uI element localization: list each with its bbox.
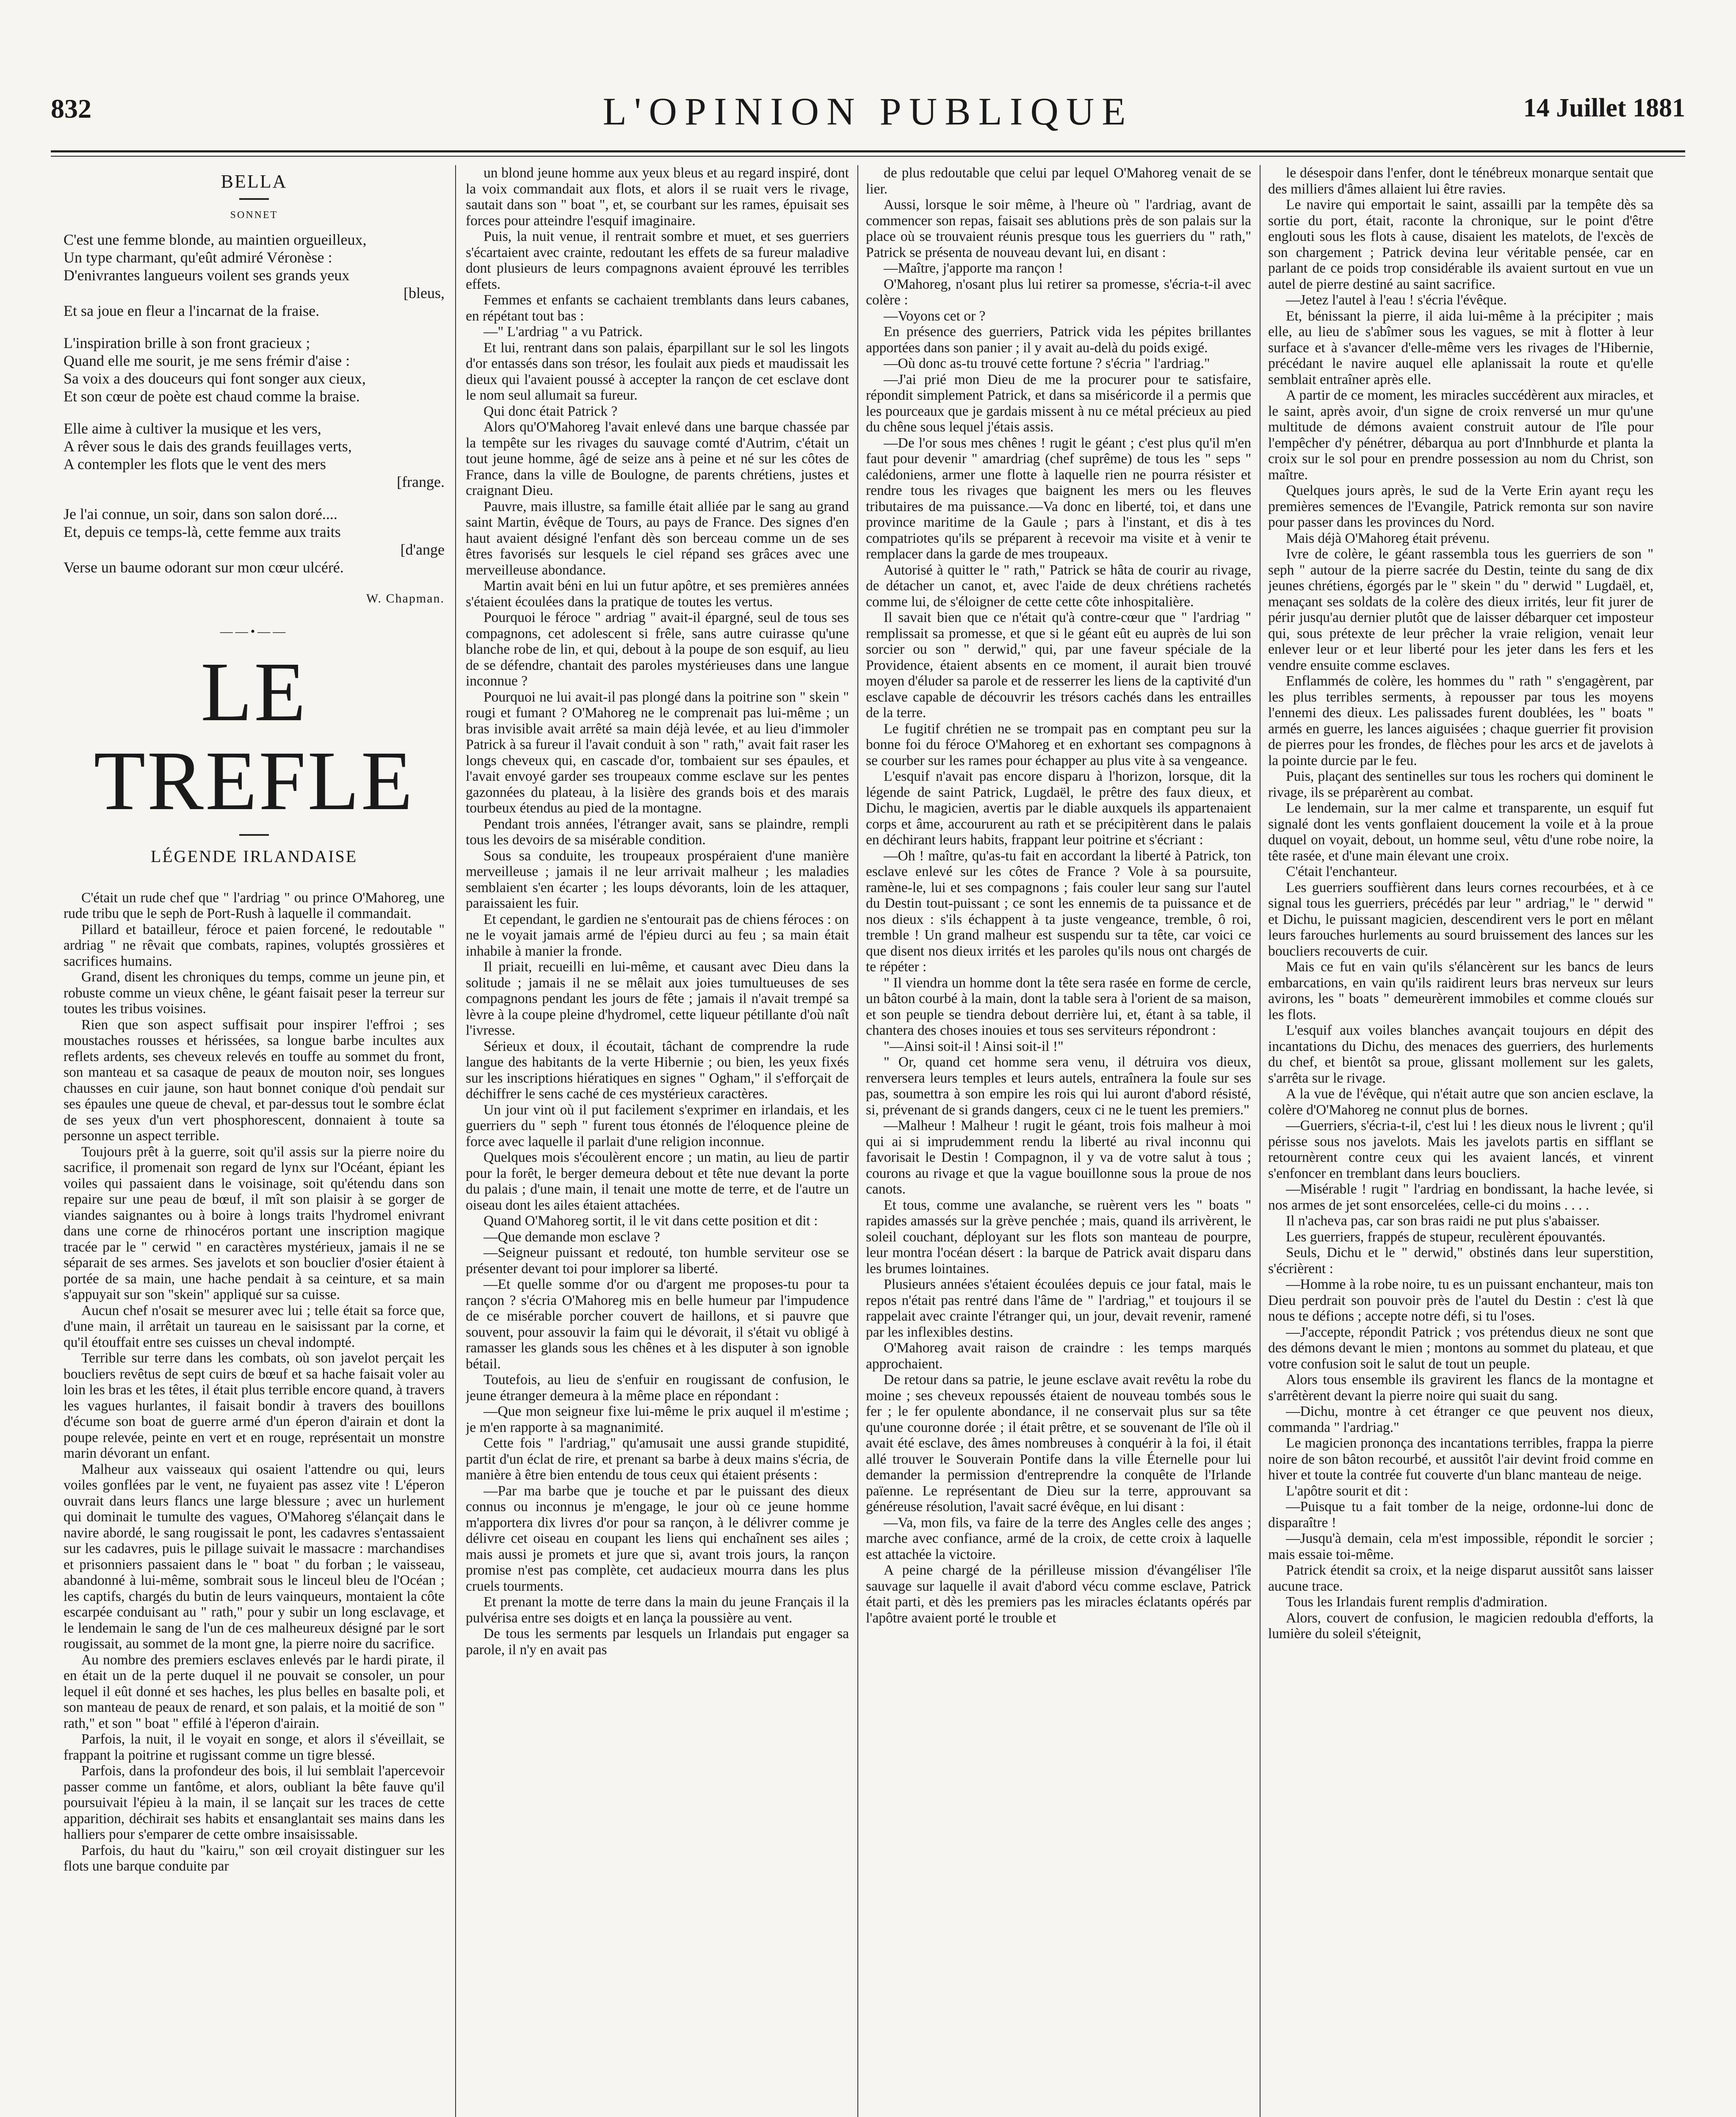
paragraph: Pauvre, mais illustre, sa famille était alliée par le sang au grand saint Martin, évêque de Tours, au pays de France. Des signes d'en haut avaient désigné l'enfant dès son berceau comme un de ses êtres favorisés sur lesquels le ciel répand ses grâces avec une merveilleuse abondance. (466, 498, 849, 578)
paragraph: Puis, plaçant des sentinelles sur tous les rochers qui dominent le rivage, ils se préparèrent au combat. (1268, 768, 1653, 800)
paragraph: Mais ce fut en vain qu'ils s'élancèrent sur les bancs de leurs embarcations, en vain qu'ils raidirent leurs bras nerveux sur leurs avirons, les " boats " demeurèrent immobiles et comme cloués sur les flots. (1268, 959, 1653, 1023)
article-title: LE TREFLE (94, 645, 415, 828)
paragraph: —Que mon seigneur fixe lui-même le prix auquel il m'estime ; je m'en rapporte à sa magnanimité. (466, 1404, 849, 1435)
paragraph: —Que demande mon esclave ? (484, 1229, 660, 1245)
paragraph: —J'ai prié mon Dieu de me la procurer pour te satisfaire, répondit simplement Patrick, et dans sa miséricorde il a permis que les pourceaux que je gardais missent à nu ce métal précieux au pied du chêne sous lequel j'étais assis. (866, 371, 1251, 435)
paragraph: Toujours prêt à la guerre, soit qu'il assis sur la pierre noire du sacrifice, il promenait son regard de lynx sur l'Océant, épiant les voiles qui passaient dans le voisinage, soit qu'étendu dans son repaire sur une peau de bœuf, il mît son plaisir à se gorger de viandes saignantes ou à boire à longs traits l'hydromel enivrant dans une corne de rhinocéros portant une inscription magique tracée par le " cerwid " en caractères mystérieux, jamais il ne se séparait de ses armes. Ses javelots et son bouclier d'osier étaient à portée de sa main, une hache pendait à sa ceinture, et sa main s'appuyait sur son "skein" appliqué sur sa cuisse. (64, 1144, 445, 1302)
paragraph: L'apôtre sourit et dit : (1286, 1483, 1408, 1499)
paragraph: Il savait bien que ce n'était qu'à contre-cœur que " l'ardriag " remplissait sa promesse, et que si le géant eût eu auprès de lui son sorcier ou son " derwid," qui, par une faveur spéciale de la Providence, étaient absents en ce moment, il aurait bien trouvé moyen d'éluder sa parole et de resserrer les liens de la captivité d'un esclave capable de découvrir les trésors cachés dans les entrailles de la terre. (866, 610, 1251, 721)
header-rule (51, 150, 1685, 152)
paragraph: Terrible sur terre dans les combats, où son javelot perçait les boucliers revêtus de sept cuirs de bœuf et sa hache faisait voler au loin les bras et les têtes, il était plus terrible encore quand, à travers les vagues hurlantes, il faisait bondir à travers des bouillons d'écume son boat de guerre armé d'un éperon d'airain et dont la poupe relevée, peinte en vert et en rouge, représentait un monstre marin dévorant un enfant. (64, 1350, 445, 1461)
paragraph: —Jusqu'à demain, cela m'est impossible, répondit le sorcier ; mais essaie toi-même. (1268, 1531, 1653, 1562)
poem-signature: W. Chapman. (366, 591, 445, 605)
paragraph: Enflammés de colère, les hommes du " rath " s'engagèrent, par les plus terribles serments, à repousser par tous les moyens l'ennemi des dieux. Les palissades furent doublées, les " boats " armés en guerre, les lances aiguisées ; chaque guerrier fit provision de pierres pour les frondes, de flèches pour les arcs et de javelots à la pointe durcie par le feu. (1268, 673, 1653, 768)
column-divider (857, 165, 858, 2117)
paragraph: Ivre de colère, le géant rassembla tous les guerriers de son " seph " autour de la pierre sacrée du Destin, teinte du sang de dix jeunes chrétiens, égorgés par le " skein " du " derwid " Lugdaël, et, menaçant ses soldats de la colère des dieux irrités, leur fit jurer de périr jusqu'au dernier plutôt que de laisser débarquer cet imposteur qui, sous prétexte de leur prêcher la vraie religion, venait leur enlever leur or et leur liberté pour les jeter dans les fers et les vendre ensuite comme esclaves. (1268, 546, 1653, 673)
poem-line: [bleus, (404, 285, 445, 301)
paragraph: Parfois, la nuit, il le voyait en songe, et alors il s'éveillait, se frappant la poitrine et rugissant comme un tigre blessé. (64, 1731, 445, 1763)
poem-line: Sa voix a des douceurs qui font songer aux cieux, (64, 370, 366, 387)
paragraph: Pourquoi ne lui avait-il pas plongé dans la poitrine son " skein " rougi et fumant ? O'Mahoreg ne le comprenait pas lui-même ; un bras invisible avait arrêté sa main déjà levée, et au lieu d'immoler Patrick à sa fureur il l'avait conduit à son " rath," avait fait raser les longs cheveux qui, en cascade d'or, tombaient sur ses épaules, et l'avait envoyé garder ses troupeaux comme esclave sur les pentes gazonnées du plateau, à la lisière des grands bois et des marais tourbeux étendus au pied de la montagne. (466, 689, 849, 816)
page-header (51, 85, 1685, 144)
paragraph: De retour dans sa patrie, le jeune esclave avait revêtu la robe du moine ; ses cheveux repoussés étaient de nouveau tombés sous le fer ; le fer opulente abondance, il ne conservait plus sur sa tête qu'une couronne dorée ; il était prêtre, et se souvenant de l'île où il avait été esclave, des âmes nombreuses à conquérir à la foi, il était allé trouver le Souverain Pontife dans la ville Éternelle pour lui demander la permission d'entreprendre la conquête de l'Irlande païenne. Le représentant de Dieu sur la terre, approuvant sa généreuse résolution, l'avait sacré évêque, en lui disant : (866, 1372, 1251, 1515)
paragraph: Patrick étendit sa croix, et la neige disparut aussitôt sans laisser aucune trace. (1268, 1562, 1653, 1594)
paragraph: le désespoir dans l'enfer, dont le ténébreux monarque sentait que des milliers d'âmes allaient lui être ravies. (1268, 165, 1653, 197)
column-4 (1268, 165, 1653, 2117)
page-number: 832 (51, 94, 91, 124)
paragraph: Parfois, du haut du "kairu," son œil croyait distinguer sur les flots une barque conduite par (64, 1842, 445, 1874)
paragraph: Et tous, comme une avalanche, se ruèrent vers les " boats " rapides amassés sur la grève penchée ; mais, quand ils arrivèrent, le soleil couchant, déployant sur les flots son manteau de pourpre, leur montra l'océan désert : la barque de Patrick avait disparu dans les brumes lointaines. (866, 1197, 1251, 1277)
paragraph: Sérieux et doux, il écoutait, tâchant de comprendre la rude langue des habitants de la verte Hibernie ; ou bien, les yeux fixés sur les inscriptions hiératiques en signes " Ogham," il s'efforçait de déchiffrer le sens caché de ces mystérieux caractères. (466, 1038, 849, 1102)
paragraph: —Va, mon fils, va faire de la terre des Angles celle des anges ; marche avec confiance, armé de la croix, de cette croix à laquelle est attachée la victoire. (866, 1515, 1251, 1562)
paragraph: Et prenant la motte de terre dans la main du jeune Français il la pulvérisa entre ses doigts et en lança la poussière au vent. (466, 1594, 849, 1626)
poem-line: A contempler les flots que le vent des mers (64, 456, 326, 473)
paragraph: Seuls, Dichu et le " derwid," obstinés dans leur superstition, s'écrièrent : (1268, 1245, 1653, 1277)
paragraph: —Seigneur puissant et redouté, ton humble serviteur ose se présenter devant toi pour implorer sa liberté. (466, 1245, 849, 1277)
paragraph: Au nombre des premiers esclaves enlevés par le hardi pirate, il en était un de la perte duquel il ne pouvait se consoler, un pour lequel il eût donné et ses haches, les plus belles en basalte poli, et son manteau de peaux de renard, et son palais, et la moitié de son " rath," et son " boat " effilé à l'éperon d'airain. (64, 1652, 445, 1731)
paragraph: Parfois, dans la profondeur des bois, il lui semblait l'apercevoir passer comme un fantôme, et alors, oubliant la bête fauve qu'il poursuivait l'épieu à la main, il se lançait sur les traces de cette apparition, déchirait ses habits et ensanglantait ses mains dans les halliers pour s'emparer de cette ombre insaisissable. (64, 1763, 445, 1842)
paragraph: Quand O'Mahoreg sortit, il le vit dans cette position et dit : (484, 1213, 818, 1229)
paragraph: —Par ma barbe que je touche et par le puissant des dieux connus ou inconnus je m'engage, le jour où ce jeune homme m'apportera dix livres d'or pour sa rançon, à le délivrer comme je délivre cet oiseau en coupant les liens qui enchaînent ses ailes ; mais aussi je promets et jure que si, avant trois jours, la rançon promise n'est pas complète, cet audacieux mourra dans les plus cruels tourments. (466, 1483, 849, 1594)
poem-line: [d'ange (400, 541, 445, 558)
paragraph: —Où donc as-tu trouvé cette fortune ? s'écria " l'ardriag." (884, 356, 1210, 371)
paragraph: —Guerriers, s'écria-t-il, c'est lui ! les dieux nous le livrent ; qu'il périsse sous nos javelots. Mais les javelots partis en sifflant se retournèrent contre ceux qui les avaient lancés, et vinrent s'enfoncer en tremblant dans leurs boucliers. (1268, 1118, 1653, 1181)
paragraph: Toutefois, au lieu de s'enfuir en rougissant de confusion, le jeune étranger demeura à la même place en répondant : (466, 1372, 849, 1404)
paragraph: Les guerriers, frappés de stupeur, reculèrent épouvantés. (1286, 1229, 1606, 1245)
poem-line: [frange. (397, 473, 445, 490)
paragraph: —Et quelle somme d'or ou d'argent me proposes-tu pour ta rançon ? s'écria O'Mahoreg mis en belle humeur par l'impudence de ce misérable porcher couvert de haillons, et si pauvre que souvent, pour assouvir la faim qui le dévorait, il s'était vu obligé à ramasser les glands sous les chênes et à les disputer à son ignoble bétail. (466, 1277, 849, 1372)
paragraph: Qui donc était Patrick ? (484, 403, 618, 419)
paragraph: Et cependant, le gardien ne s'entourait pas de chiens féroces : on ne le voyait jamais armé de l'épieu durci au feu ; sa main était inhabile à manier la fronde. (466, 911, 849, 959)
poem-subtitle: SONNET (230, 209, 278, 221)
paragraph: —Oh ! maître, qu'as-tu fait en accordant la liberté à Patrick, ton esclave enlevé sur les côtes de France ? Vole à sa poursuite, ramène-le, lui et ses compagnons ; fais couler leur sang sur l'autel du Destin tout-puissant ; ce sont les ennemis de ta puissance et de nos dieux : s'ils échappent à ta juste vengeance, tremble, ô roi, tremble ! Un grand malheur est suspendu sur ta tête, car voici ce que disent nos dieux irrités et les paroles qu'ils nous ont chargés de te répéter : (866, 848, 1251, 975)
poem-line: Et, depuis ce temps-là, cette femme aux traits (64, 523, 341, 540)
paragraph: Sous sa conduite, les troupeaux prospéraient d'une manière merveilleuse ; jamais il ne leur arrivait malheur ; les maladies semblaient s'en écarter ; les loups dévorants, loin de les attaquer, paraissaient les fuir. (466, 848, 849, 911)
column-2 (466, 165, 849, 2117)
title-dash (239, 834, 269, 836)
paragraph: O'Mahoreg, n'osant plus lui retirer sa promesse, s'écria-t-il avec colère : (866, 276, 1251, 308)
column-3 (866, 165, 1251, 2117)
paragraph: A partir de ce moment, les miracles succédèrent aux miracles, et le saint, après avoir, d'un signe de croix renversé un mur qu'une multitude de démons avaient construit autour de l'île pour l'empêcher d'y pénétrer, débarqua au port d'Innbhurde et planta la croix sur le sol pour en prendre possession au nom du Christ, son maître. (1268, 387, 1653, 483)
paragraph: Et lui, rentrant dans son palais, éparpillant sur le sol les lingots d'or entassés dans son trésor, les foulait aux pieds et maudissait les dieux qui l'avaient poussé à accepter la rançon de cet esclave dont le nom seul allumait sa fureur. (466, 340, 849, 403)
paragraph: Rien que son aspect suffisait pour inspirer l'effroi ; ses moustaches rousses et hérissées, sa longue barbe incultes aux reflets ardents, ses cheveux relevés en touffe au sommet du front, son manteau et sa casaque de peaux de mouton noir, ses longues chausses en cuir jaune, son haut bonnet conique d'où pendait sur ses épaules une queue de cheval, et par-dessus tout le sombre éclat de ses yeux d'un vert phosphorescent, donnaient à toute sa personne un aspect terrible. (64, 1017, 445, 1144)
paragraph: Martin avait béni en lui un futur apôtre, et ses premières années s'étaient écoulées dans la pratique de toutes les vertus. (466, 578, 849, 610)
paragraph: —Homme à la robe noire, tu es un puissant enchanteur, mais ton Dieu perdrait son pouvoir près de l'autel du Destin : c'est là que nous te défions ; accepte notre défi, si tu l'oses. (1268, 1277, 1653, 1324)
ornament: ——•—— (220, 624, 288, 638)
paragraph: Il n'acheva pas, car son bras raidi ne put plus s'abaisser. (1286, 1213, 1600, 1229)
poem-line: Verse un baume odorant sur mon cœur ulcéré. (64, 559, 344, 576)
paragraph: Mais déjà O'Mahoreg était prévenu. (1286, 530, 1490, 546)
paragraph: C'était l'enchanteur. (1286, 864, 1398, 879)
poem-line: Je l'ai connue, un soir, dans son salon doré.... (64, 506, 337, 522)
poem-line: Et sa joue en fleur a l'incarnat de la fraise. (64, 302, 320, 319)
paragraph: Pillard et batailleur, féroce et paien forcené, le redoutable " ardriag " ne rêvait que combats, rapines, voluptés grossières et sacrifices humains. (64, 921, 445, 969)
paragraph: " Or, quand cet homme sera venu, il détruira vos dieux, renversera leurs temples et leurs autels, entraînera la foule sur ses pas, soumettra à son empire les rois qui lui auront d'abord résisté, si, prévenant de si grands dangers, ceux ci ne le tuent les premiers." (866, 1054, 1251, 1118)
paragraph: Alors tous ensemble ils gravirent les flancs de la montagne et s'arrêtèrent devant la pierre noire qui suait du sang. (1268, 1372, 1653, 1404)
paragraph: Quelques mois s'écoulèrent encore ; un matin, au lieu de partir pour la forêt, le berger demeura debout et tête nue devant la porte du palais ; d'une main, il tenait une motte de terre, et de l'autre un oiseau dont les ailes étaient attachées. (466, 1150, 849, 1213)
paragraph: —Jetez l'autel à l'eau ! s'écria l'évêque. (1286, 292, 1507, 308)
paragraph: L'esquif n'avait pas encore disparu à l'horizon, lorsque, dit la légende de saint Patrick, Lugdaël, le prêtre des faux dieux, et Dichu, le magicien, avertis par le diable auxquels ils appartenaient corps et âme, accoururent au rath et se précipitèrent dans le palais en déchirant leurs habits, frappant leur poitrine et s'écriant : (866, 768, 1251, 848)
poem-stanza (64, 334, 445, 405)
poem-line: A rêver sous le dais des grands feuillages verts, (64, 438, 352, 455)
title-dash (239, 198, 269, 200)
paragraph: De tous les serments par lesquels un Irlandais put engager sa parole, il n'y en avait pas (466, 1626, 849, 1658)
paragraph: —Maître, j'apporte ma rançon ! (884, 260, 1063, 276)
column-1 (64, 165, 445, 2117)
poem-line: Un type charmant, qu'eût admiré Véronèse : (64, 249, 332, 266)
poem-line: Quand elle me sourit, je me sens frémir d'aise : (64, 352, 350, 369)
paragraph: —" L'ardriag " a vu Patrick. (484, 324, 643, 340)
paragraph: Il priait, recueilli en lui-même, et causant avec Dieu dans la solitude ; jamais il ne se mêlait aux joies tumultueuses de ses compagnons pendant les jours de fête ; jamais il n'avait trempé sa lèvre à la coupe pleine d'hydromel, cette liqueur pétillante d'où naît l'ivresse. (466, 959, 849, 1038)
paragraph: Pourquoi le féroce " ardriag " avait-il épargné, seul de tous ses compagnons, cet adolescent si frêle, sans autre cuirasse qu'une blanche robe de lin, et qui, debout à la poupe de son esquif, au lieu de se défendre, chantait des paroles mystérieuses dans une langue inconnue ? (466, 610, 849, 689)
column-1-text (64, 890, 445, 1874)
paragraph: Pendant trois années, l'étranger avait, sans se plaindre, rempli tous les devoirs de sa misérable condition. (466, 816, 849, 848)
paragraph: O'Mahoreg avait raison de craindre : les temps marqués approchaient. (866, 1340, 1251, 1372)
paragraph: Autorisé à quitter le " rath," Patrick se hâta de courir au rivage, de détacher un canot, et, avec l'aide de deux chrétiens rachetés comme lui, de s'éloigner de cette cette côte inhospitalière. (866, 562, 1251, 610)
paragraph: En présence des guerriers, Patrick vida les pépites brillantes apportées dans son panier ; il y avait au-delà du poids exigé. (866, 324, 1251, 356)
paragraph: A la vue de l'évêque, qui n'était autre que son ancien esclave, la colère d'O'Mahoreg ne connut plus de bornes. (1268, 1086, 1653, 1118)
poem-stanza (64, 231, 445, 320)
paragraph: —Misérable ! rugit " l'ardriag en bondissant, la hache levée, si nos armes de jet sont ensorcelées, celle-ci du moins . . . . (1268, 1181, 1653, 1213)
paragraph: L'esquif aux voiles blanches avançait toujours en dépit des incantations du Dichu, des menaces des guerriers, des hurlements du chef, et bientôt sa proue, glissant mollement sur les galets, s'arrêta sur le rivage. (1268, 1023, 1653, 1086)
paragraph: Plusieurs années s'étaient écoulées depuis ce jour fatal, mais le repos n'était pas rentré dans l'âme de " l'ardriag," et toujours il se rappelait avec crainte l'étranger qui, un jour, devait revenir, ramené par les inflexibles destins. (866, 1277, 1251, 1340)
paragraph: —Puisque tu a fait tomber de la neige, ordonne-lui donc de disparaître ! (1268, 1499, 1653, 1531)
article-subtitle: LÉGENDE IRLANDAISE (150, 847, 358, 866)
paragraph: Et, bénissant la pierre, il aida lui-même à la précipiter ; mais elle, au lieu de s'abîmer sous les vagues, se mit à flotter à leur surface et à s'avancer d'elle-même vers les rivages de l'Hibernie, précédant le navire auquel elle aplanissait la route et qu'elle semblait entraîner après elle. (1268, 308, 1653, 387)
paragraph: Le navire qui emportait le saint, assailli par la tempête dès sa sortie du port, était, raconte la chronique, sur le point d'être englouti sous les flots à cause, disaient les matelots, de l'excès de son chargement ; Patrick devina leur véritable pensée, car en parlant de ce poids trop considérable ils avaient surtout en vue un autel de pierre destiné au saint sacrifice. (1268, 197, 1653, 292)
poem-stanza (64, 420, 445, 491)
paragraph: Grand, disent les chroniques du temps, comme un jeune pin, et robuste comme un vieux chêne, le géant faisait peser la terreur sur toutes les tribus voisines. (64, 969, 445, 1017)
poem-stanza (64, 505, 445, 576)
paragraph: —Voyons cet or ? (884, 308, 986, 324)
column-divider (455, 165, 456, 2117)
paragraph: Alors, couvert de confusion, le magicien redoubla d'efforts, la lumière du soleil s'éteignit, (1268, 1610, 1653, 1642)
poem-line: Et son cœur de poète est chaud comme la braise. (64, 388, 360, 405)
issue-date: 14 Juillet 1881 (1523, 94, 1685, 122)
paragraph: —De l'or sous mes chênes ! rugit le géant ; c'est plus qu'il m'en faut pour devenir " amardriag (chef suprême) de tous les " seps " calédoniens, armer une flotte à laquelle rien ne pourra résister et rendre tous les rivages que baignent les mers ou les fleuves tributaires de ma puissance.—Va donc en liberté, toi, et dans une province maritime de la Gaule ; pars à l'instant, et dis à tes compatriotes qu'ils se préparent à recevoir ma visite et à venir te remplacer dans la garde de mes troupeaux. (866, 435, 1251, 562)
paragraph: Puis, la nuit venue, il rentrait sombre et muet, et ses guerriers s'écartaient avec crainte, redoutant les effets de sa fureur maladive dont plusieurs de leurs compagnons avaient éprouvé les terribles effets. (466, 229, 849, 292)
column-4-text (1268, 165, 1653, 1642)
paragraph: Le lendemain, sur la mer calme et transparente, un esquif fut signalé dont les vents gonflaient doucement la voile et à la proue duquel on voyait, debout, un homme seul, vêtu d'une robe noire, la tête rasée, et d'une main élevant une croix. (1268, 800, 1653, 864)
poem-line: C'est une femme blonde, au maintien orgueilleux, (64, 231, 367, 248)
paragraph: Le magicien prononça des incantations terribles, frappa la pierre noire de son bâton recourbé, et aussitôt l'air devint froid comme en hiver et toute la contrée fut couverte d'un blanc manteau de neige. (1268, 1435, 1653, 1483)
paragraph: C'était un rude chef que " l'ardriag " ou prince O'Mahoreg, une rude tribu que le seph de Port-Rush à laquelle il commandait. (64, 890, 445, 921)
poem-line: D'enivrantes langueurs voilent ses grands yeux (64, 267, 350, 284)
paragraph: "—Ainsi soit-il ! Ainsi soit-il !" (884, 1038, 1064, 1054)
header-rule-thin (51, 156, 1685, 157)
poem-title: BELLA (221, 171, 287, 192)
paragraph: Cette fois " l'ardriag," qu'amusait une aussi grande stupidité, partit d'un éclat de rire, et prenant sa barbe à deux mains s'écria, de manière à être bien entendu de tous ceux qui étaient présents : (466, 1435, 849, 1483)
poem-body (64, 231, 445, 576)
column-divider (1260, 165, 1261, 2117)
paragraph: Alors qu'O'Mahoreg l'avait enlevé dans une barque chassée par la tempête sur les rivages du sauvage comté d'Autrim, c'était un tout jeune homme, âgé de seize ans à peine et né sur les côtes de France, dans la ville de Boulogne, de parents chrétiens, justes et craignant Dieu. (466, 419, 849, 498)
paragraph: Femmes et enfants se cachaient tremblants dans leurs cabanes, en répétant tout bas : (466, 292, 849, 324)
paragraph: —J'accepte, répondit Patrick ; vos prétendus dieux ne sont que des démons devant le mien ; montons au sommet du plateau, et que votre confusion soit le salut de tout un peuple. (1268, 1324, 1653, 1372)
column-3-text (866, 165, 1251, 1626)
paragraph: Le fugitif chrétien ne se trompait pas en comptant peu sur la bonne foi du féroce O'Mahoreg et en exhortant ses compagnons à se courber sur les rames pour échapper au plus vite à sa vengeance. (866, 721, 1251, 768)
paragraph: Tous les Irlandais furent remplis d'admiration. (1286, 1594, 1548, 1610)
paragraph: un blond jeune homme aux yeux bleus et au regard inspiré, dont la voix commandait aux flots, et alors il se ruait vers le rivage, sautait dans son " boat ", et, se courbant sur les rames, épuisait ses forces pour atteindre l'esquif imaginaire. (466, 165, 849, 229)
masthead: L'OPINION PUBLIQUE (603, 90, 1133, 133)
paragraph: —Malheur ! Malheur ! rugit le géant, trois fois malheur à moi qui ai si imprudemment rendu la liberté au rival inconnu qui favorisait le Destin ! Compagnon, il y va de votre salut à tous ; courons au rivage et que la vague bouillonne sous la proue de nos canots. (866, 1118, 1251, 1197)
paragraph: de plus redoutable que celui par lequel O'Mahoreg venait de se lier. (866, 165, 1251, 197)
paragraph: Aussi, lorsque le soir même, à l'heure où " l'ardriag, avant de commencer son repas, faisait ses ablutions près de son palais sur la place où se trouvaient réunis presque tous les guerriers du " rath," Patrick se présenta de nouveau devant lui, en disant : (866, 197, 1251, 260)
paragraph: Un jour vint où il put facilement s'exprimer en irlandais, et les guerriers du " seph " furent tous étonnés de l'éloquence pleine de force avec laquelle il parlait d'une religion inconnue. (466, 1102, 849, 1150)
column-2-text (466, 165, 849, 1658)
paragraph: Les guerriers souffièrent dans leurs cornes recourbées, et à ce signal tous les guerriers, précédés par leur " ardriag," le " derwid " et Dichu, le puissant magicien, descendirent vers le port en mêlant leurs farouches hurlements au sourd bruissement des lances sur les boucliers recouverts de cuir. (1268, 879, 1653, 959)
paragraph: " Il viendra un homme dont la tête sera rasée en forme de cercle, un bâton courbé à la main, dont la table sera à l'orient de sa maison, et son peuple se tiendra debout derrière lui, et, étant à sa table, il chantera des choses inouies et tous ses serviteurs répondront : (866, 975, 1251, 1038)
paragraph: Malheur aux vaisseaux qui osaient l'attendre ou qui, leurs voiles gonflées par le vent, ne fuyaient pas assez vite ! L'éperon ouvrait dans leurs flancs une large blessure ; avec un hurlement qui dominait le tumulte des vagues, O'Mahoreg s'élançait dans le navire abordé, le sang rougissait le pont, les cadavres s'entassaient sur les cadavres, puis le pillage suivait le massacre : marchandises et prisonniers passaient dans le " boat " du forban ; le vaisseau, abandonné à lui-même, sombrait sous le linceul bleu de l'Océan ; les captifs, chargés du butin de leurs vainqueurs, montaient la côte escarpée conduisant au " rath," pour y subir un long esclavage, et le lendemain le sang de l'un de ces malheureux désigné par le sort rougissait, au sommet de la mont gne, la pierre noire du sacrifice. (64, 1461, 445, 1652)
paragraph: A peine chargé de la périlleuse mission d'évangéliser l'île sauvage sur laquelle il avait d'abord vécu comme esclave, Patrick était parti, et dès les premiers pas les miracles éclatants opérés par l'apôtre avaient porté le trouble et (866, 1562, 1251, 1626)
poem-line: L'inspiration brille à son front gracieux ; (64, 334, 310, 351)
paragraph: —Dichu, montre à cet étranger ce que peuvent nos dieux, commanda " l'ardriag." (1268, 1404, 1653, 1435)
poem-line: Elle aime à cultiver la musique et les vers, (64, 420, 321, 437)
paragraph: Aucun chef n'osait se mesurer avec lui ; telle était sa force que, d'une main, il arrêtait un taureau en le saisissant par la corne, et qu'il étouffait entre ses cuisses un cheval indompté. (64, 1302, 445, 1350)
paragraph: Quelques jours après, le sud de la Verte Erin ayant reçu les premières semences de l'Evangile, Patrick remonta sur son navire pour passer dans les provinces du Nord. (1268, 483, 1653, 530)
